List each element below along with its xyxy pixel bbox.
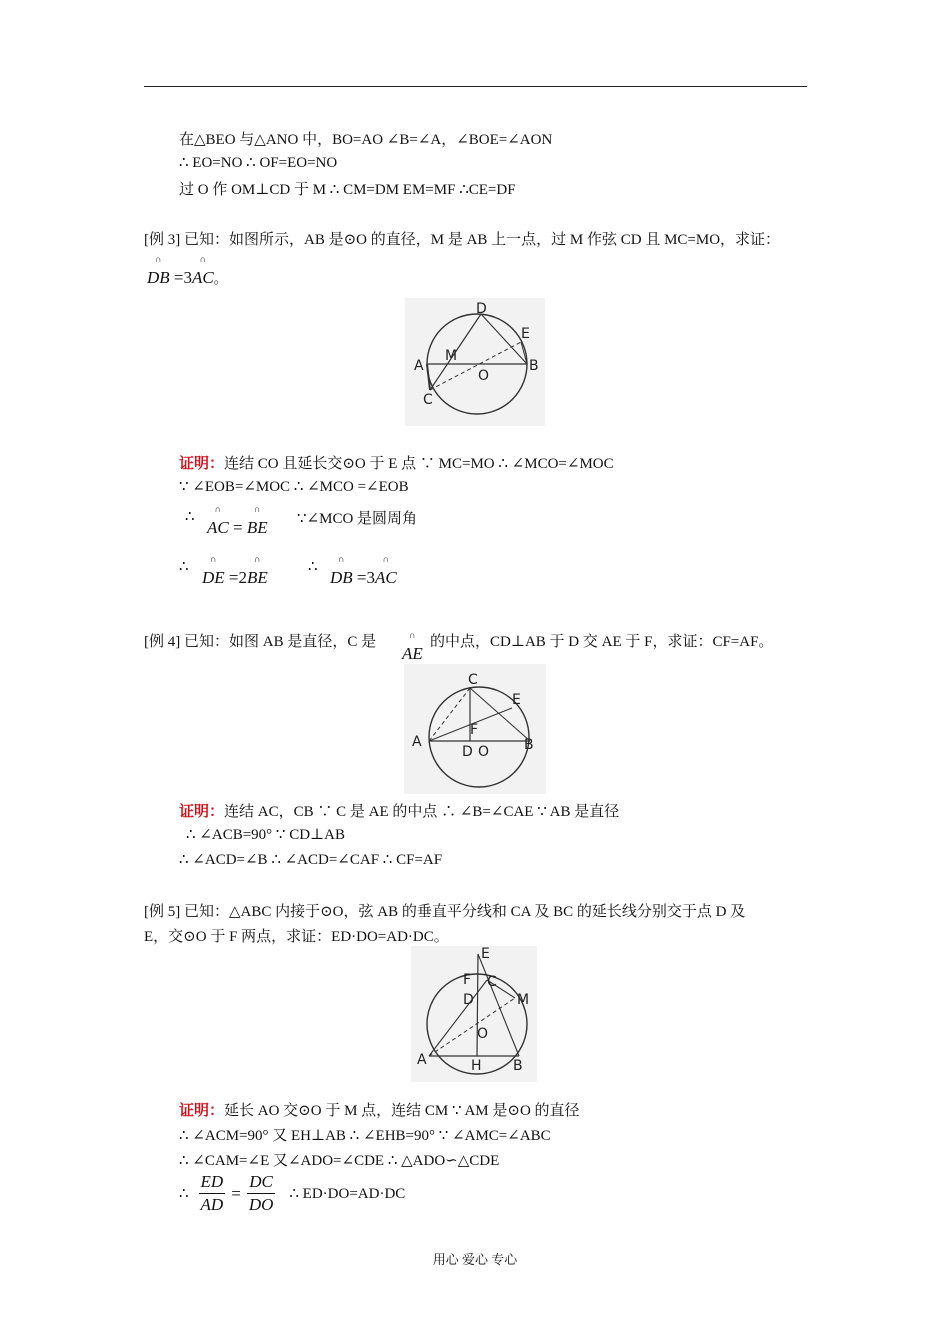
ex4-figure	[404, 664, 546, 794]
ex5-conclusion: ∴ ED·DO=AD·DC	[289, 1186, 406, 1202]
ex5-fig-label-m: M	[517, 992, 530, 1008]
header-rule	[144, 86, 807, 87]
ex5-fraction-dc-do	[247, 1171, 276, 1216]
ex3-arc-db-2: ∩ DB	[330, 568, 353, 588]
ex3-arc-de: ∩ DE	[202, 568, 225, 588]
ex3-arc-ac-2: ∩ AC	[375, 568, 397, 588]
ex3-proof-line-1	[179, 452, 614, 473]
ex4-statement-arc-wrap	[402, 644, 423, 664]
ex4-line-cb	[470, 688, 530, 741]
ex3-fig-label-m: M	[445, 348, 458, 364]
ex5-proof-line-3: ∴ ∠CAM=∠E 又∠ADO=∠CDE ∴ △ADO∽△CDE	[179, 1153, 500, 1169]
ex4-proof-line-2: ∴ ∠ACB=90° ∵ CD⊥AB	[186, 827, 345, 843]
ex3-eq-3: =3	[352, 568, 376, 587]
ex5-line-ac	[429, 980, 487, 1056]
ex3-goal-eq: =3	[169, 268, 193, 287]
ex5-fig-label-c: C	[487, 974, 497, 990]
ex3-line-ac	[427, 364, 430, 390]
ex3-proof-arcs-2	[202, 568, 268, 588]
ex4-fig-label-f: F	[470, 722, 479, 738]
ex5-proof-text-1: 延长 AO 交⊙O 于 M 点，连结 CM ∵ AM 是⊙O 的直径	[224, 1103, 580, 1119]
ex4-proof-label: 证明：	[179, 804, 225, 820]
ex4-fig-label-c: C	[468, 672, 478, 688]
ex4-proof-line-1	[179, 800, 619, 821]
ex5-proof-line-1	[179, 1099, 580, 1120]
ex3-goal	[147, 268, 227, 288]
ex3-goal-end: 。	[213, 271, 227, 286]
ex3-therefore-1: ∴	[185, 509, 195, 525]
ex3-fig-label-c: C	[423, 392, 433, 408]
ex5-proof-label: 证明：	[179, 1103, 225, 1119]
ex3-proof-text-1: 连结 CO 且延长交⊙O 于 E 点 ∵ MC=MO ∴ ∠MCO=∠MOC	[224, 456, 614, 472]
ex5-frac1-den: AD	[200, 1195, 224, 1214]
ex3-therefore-3: ∴	[308, 559, 318, 575]
ex5-therefore: ∴	[179, 1186, 189, 1202]
ex3-fig-label-b: B	[529, 358, 539, 374]
ex3-arc-be-2: ∩ BE	[247, 568, 268, 588]
ex5-fig-label-e: E	[481, 946, 490, 962]
ex4-proof-text-1: 连结 AC，CB ∵ C 是 AE 的中点 ∴ ∠B=∠CAE ∵ AB 是直径	[224, 804, 620, 820]
ex3-statement: [例 3] 已知：如图所示，AB 是⊙O 的直径，M 是 AB 上一点，过 M 作弦 CD 且 MC=MO，求证：	[144, 232, 781, 248]
ex5-frac-eq: =	[231, 1183, 241, 1203]
ex4-proof-line-3: ∴ ∠ACD=∠B ∴ ∠ACD=∠CAF ∴ CF=AF	[179, 852, 443, 868]
ex3-therefore-2: ∴	[179, 559, 189, 575]
ex4-fig-label-d: D	[462, 744, 473, 760]
ex5-fig-label-a: A	[417, 1052, 427, 1068]
ex5-fraction-ed-ad	[199, 1171, 226, 1216]
intro-line-3: 过 O 作 OM⊥CD 于 M ∴ CM=DM EM=MF ∴CE=DF	[179, 182, 516, 198]
ex3-arc-ac: ∩ AC	[207, 518, 229, 538]
ex3-proof-reason: ∵∠MCO 是圆周角	[297, 511, 418, 527]
ex3-proof-line-3	[185, 507, 195, 526]
ex3-fig-label-e: E	[521, 326, 530, 342]
ex4-statement-arc: ∩ AE	[402, 644, 423, 664]
ex3-line-ce	[430, 342, 521, 390]
ex3-figure	[405, 298, 545, 426]
ex3-proof-arcs-1	[207, 518, 268, 538]
ex4-statement-a: [例 4] 已知：如图 AB 是直径，C 是	[144, 634, 377, 650]
ex4-fig-label-e: E	[512, 692, 521, 708]
ex5-fig-label-h: H	[471, 1058, 482, 1074]
ex5-fig-label-f: F	[463, 972, 472, 988]
ex5-statement-2: E，交⊙O 于 F 两点，求证：ED·DO=AD·DC。	[144, 929, 449, 945]
ex3-fig-label-d: D	[476, 301, 487, 317]
ex5-proof-line-2: ∴ ∠ACM=90° 又 EH⊥AB ∴ ∠EHB=90° ∵ ∠AMC=∠ABC	[179, 1128, 551, 1144]
ex5-frac2-den: DO	[248, 1195, 274, 1214]
ex3-fig-label-a: A	[414, 358, 424, 374]
ex5-frac2-num: DC	[247, 1171, 275, 1194]
ex5-proof-line-4	[179, 1171, 405, 1216]
ex4-fig-label-o: O	[478, 744, 490, 760]
ex4-statement-b: 的中点，CD⊥AB 于 D 交 AE 于 F，求证：CF=AF。	[430, 634, 774, 650]
ex3-goal-arc-ac: ∩ AC	[192, 268, 214, 288]
ex3-goal-arc-db: ∩ DB	[147, 268, 170, 288]
ex5-fig-label-o: O	[477, 1026, 489, 1042]
ex4-fig-label-a: A	[412, 734, 422, 750]
intro-line-1: 在△BEO 与△ANO 中，BO=AO ∠B=∠A，∠BOE=∠AON	[179, 132, 553, 148]
ex3-proof-line-2: ∵ ∠EOB=∠MOC ∴ ∠MCO =∠EOB	[179, 479, 409, 495]
page-footer: 用心 爱心 专心	[432, 1252, 518, 1267]
ex3-arc-be: ∩ BE	[247, 518, 268, 538]
intro-line-2: ∴ EO=NO ∴ OF=EO=NO	[179, 155, 338, 171]
ex3-proof-arcs-3	[330, 568, 397, 588]
ex3-proof-label: 证明：	[179, 456, 225, 472]
ex5-statement-1: [例 5] 已知：△ABC 内接于⊙O，弦 AB 的垂直平分线和 CA 及 BC 的延长线分别交于点 D 及	[144, 904, 746, 920]
ex3-eq-2: =2	[224, 568, 248, 587]
ex5-figure	[411, 946, 537, 1082]
ex3-eq-1: =	[228, 518, 247, 537]
ex5-fig-label-d: D	[463, 992, 474, 1008]
ex3-fig-label-o: O	[478, 368, 490, 384]
ex5-frac1-num: ED	[199, 1171, 226, 1194]
ex5-fig-label-b: B	[513, 1058, 523, 1074]
ex4-fig-label-b: B	[524, 737, 534, 753]
